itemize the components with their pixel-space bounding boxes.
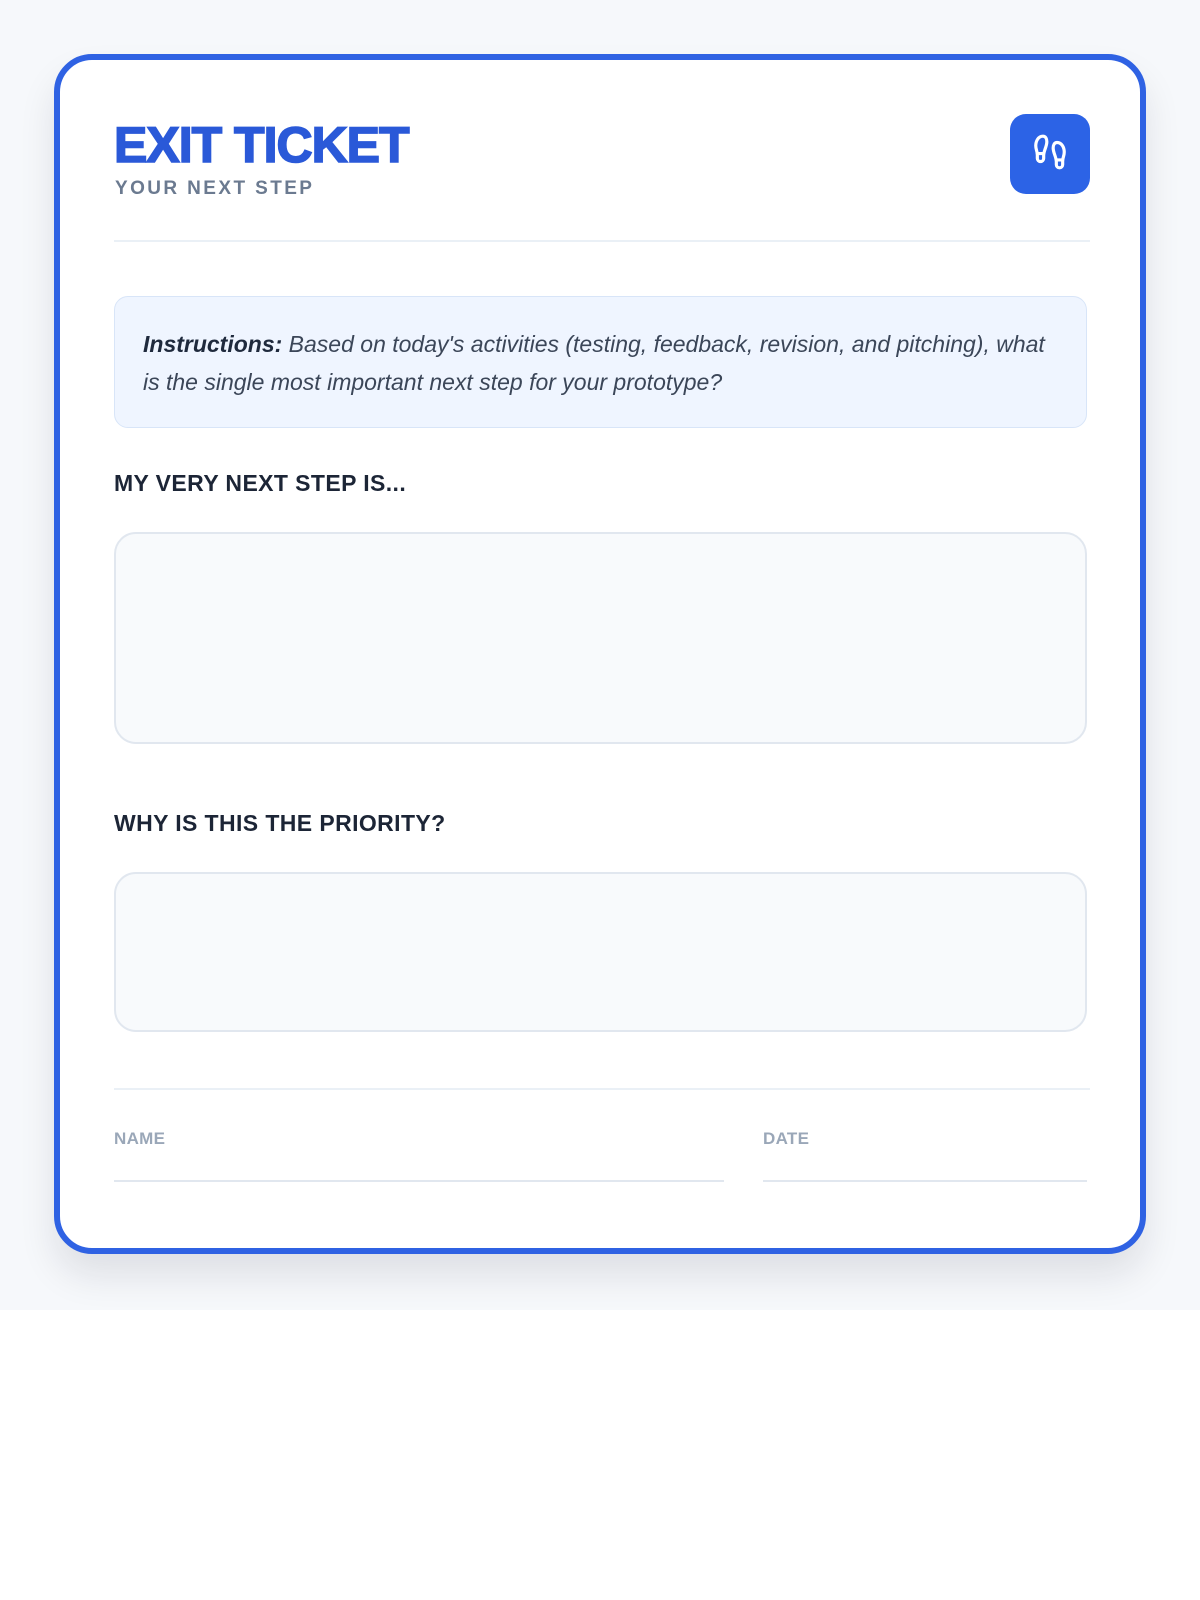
name-field[interactable] — [114, 1152, 724, 1182]
instructions-text: Based on today's activities (testing, feedback, revision, and pitching), what is the single most important next step for your prototype? — [143, 331, 1045, 395]
page-subtitle: YOUR NEXT STEP — [115, 178, 315, 199]
date-field[interactable] — [763, 1152, 1087, 1182]
next-step-label: MY VERY NEXT STEP IS... — [114, 470, 407, 496]
instructions-panel — [114, 296, 1087, 428]
header-divider — [114, 240, 1090, 242]
instructions-lead: Instructions: — [143, 331, 283, 357]
exit-ticket-card — [54, 54, 1146, 1254]
page-title: EXIT TICKET — [114, 117, 409, 173]
footer-divider — [114, 1088, 1090, 1090]
priority-reason-input[interactable] — [114, 872, 1087, 1032]
next-step-input[interactable] — [114, 532, 1087, 744]
date-label: DATE — [763, 1129, 810, 1148]
name-label: NAME — [114, 1129, 166, 1148]
priority-reason-label: WHY IS THIS THE PRIORITY? — [114, 810, 446, 836]
footprints-icon — [1031, 133, 1069, 176]
footprints-badge[interactable] — [1010, 114, 1090, 194]
